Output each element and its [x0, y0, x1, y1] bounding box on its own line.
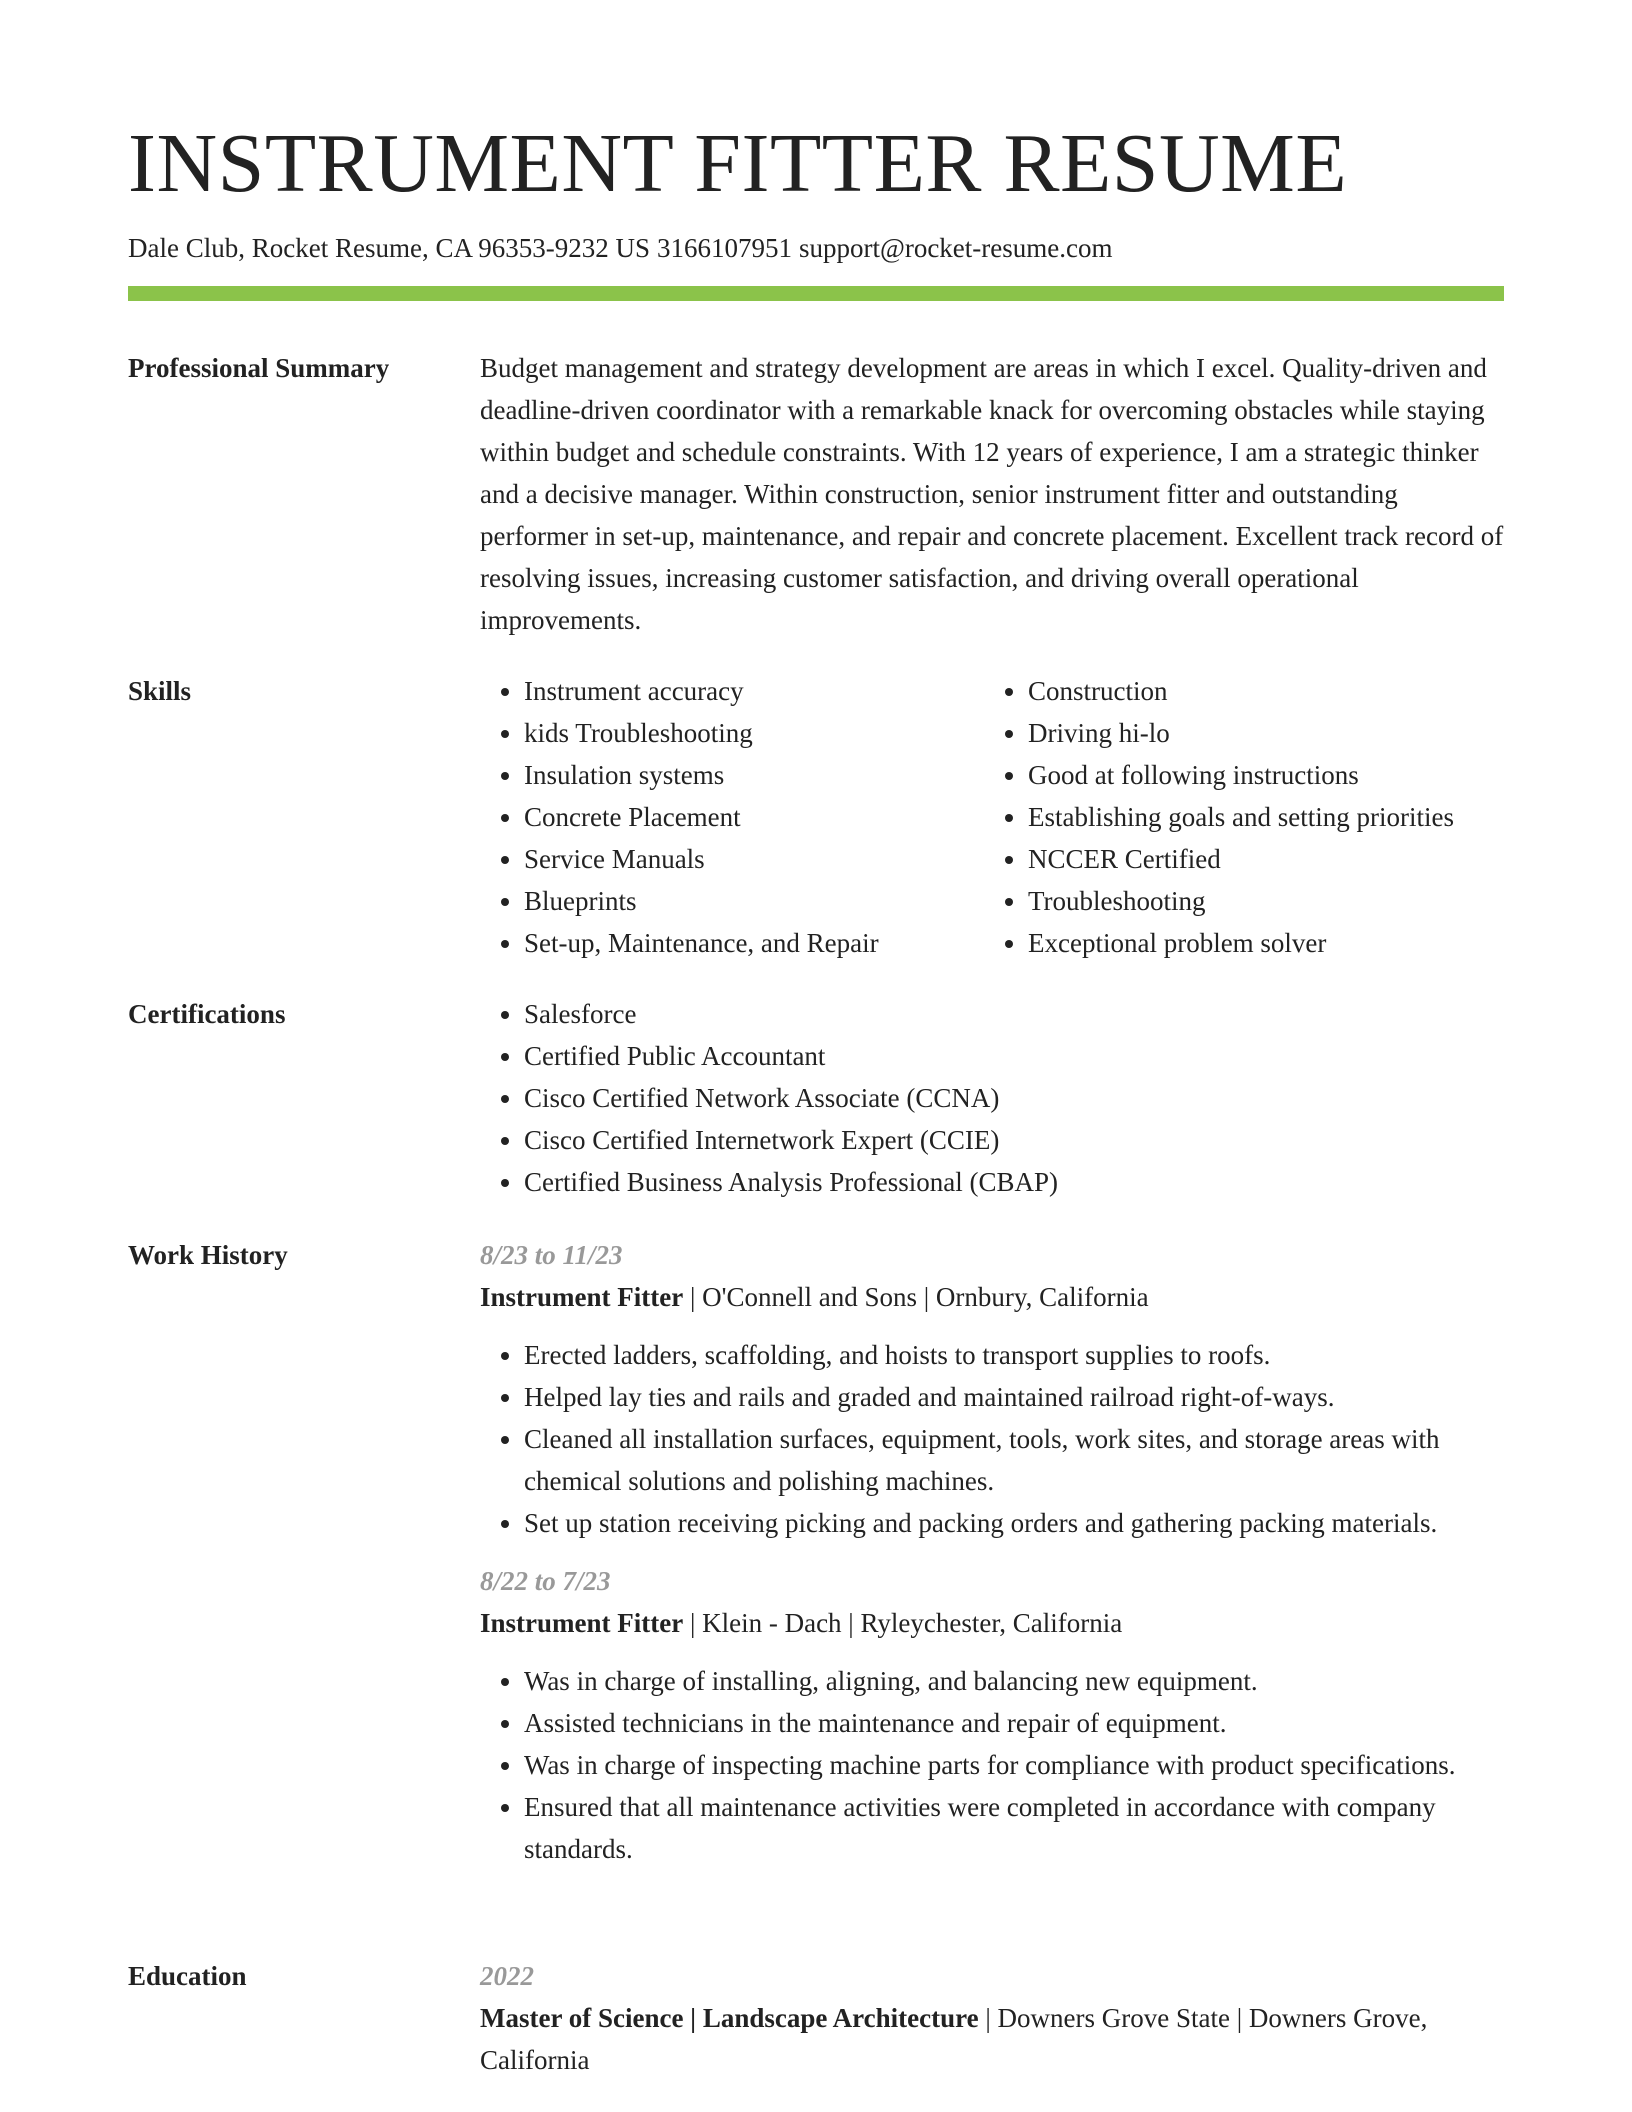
education-year: 2022: [480, 1961, 534, 1991]
work-history-label: Work History: [128, 1240, 288, 1270]
job-bullet: • Ensured that all maintenance activities were completed in accordance with company standards.: [524, 1786, 1504, 1870]
certifications-list: [480, 993, 1504, 1203]
header-divider: [128, 286, 1504, 301]
job-details: | Klein - Dach | Ryleychester, California: [683, 1608, 1123, 1638]
education-body: [480, 1955, 1504, 2081]
certification-item: • Salesforce: [524, 993, 1504, 1035]
skill-item: • Instrument accuracy: [524, 670, 984, 712]
job-bullet: • Erected ladders, scaffolding, and hoists to transport supplies to roofs.: [524, 1334, 1504, 1376]
skill-item: • Set-up, Maintenance, and Repair: [524, 922, 984, 964]
job-entry: [480, 1560, 1504, 1870]
job-heading: [480, 1602, 1504, 1644]
job-bullet: • Was in charge of installing, aligning, and balancing new equipment.: [524, 1660, 1504, 1702]
skill-item: • Blueprints: [524, 880, 984, 922]
certifications-body: [480, 993, 1504, 1203]
skill-item: • Insulation systems: [524, 754, 984, 796]
job-title: Instrument Fitter: [480, 1608, 684, 1638]
work-history-body: [480, 1234, 1504, 1870]
job-title: Instrument Fitter: [480, 1282, 684, 1312]
job-bullet: • Cleaned all installation surfaces, equipment, tools, work sites, and storage areas with chemical solutions and polishing machines.: [524, 1418, 1504, 1502]
skills-label: Skills: [128, 676, 192, 706]
education-degree: Master of Science | Landscape Architecture: [480, 2003, 979, 2033]
skills-body: [480, 670, 1504, 964]
skill-item: • kids Troubleshooting: [524, 712, 984, 754]
certification-item: • Cisco Certified Network Associate (CCNA): [524, 1077, 1504, 1119]
page-title: INSTRUMENT FITTER RESUME: [128, 117, 1348, 210]
skills-list-left: [480, 670, 984, 964]
job-bullets: [480, 1660, 1504, 1870]
contact-phone: 3166107951: [656, 233, 792, 263]
job-bullets: [480, 1334, 1504, 1544]
skill-item: • Exceptional problem solver: [1028, 922, 1488, 964]
job-bullet: • Assisted technicians in the maintenance and repair of equipment.: [524, 1702, 1504, 1744]
summary-text: Budget management and strategy development are areas in which I excel. Quality-driven and deadline-driven coordinator with a remarkable knack for overcoming obstacles while staying within budget and schedule constraints. With 12 years of experience, I am a strategic thinker and a decisive manager. Within construction, senior instrument fitter and outstanding performer in set-up, maintenance, and repair and concrete placement. Excellent track record of resolving issues, increasing customer satisfaction, and driving overall operational improvements.: [480, 353, 1504, 635]
summary-label: Professional Summary: [128, 353, 390, 383]
job-bullet: • Helped lay ties and rails and graded and maintained railroad right-of-ways.: [524, 1376, 1504, 1418]
contact-email: support@rocket-resume.com: [798, 233, 1113, 263]
certifications-label: Certifications: [128, 999, 286, 1029]
job-details: | O'Connell and Sons | Ornbury, California: [683, 1282, 1149, 1312]
job-bullet: • Set up station receiving picking and packing orders and gathering packing materials.: [524, 1502, 1504, 1544]
job-heading: [480, 1276, 1504, 1318]
skill-item: • Troubleshooting: [1028, 880, 1488, 922]
summary-body: [480, 347, 1504, 641]
skill-item: • Driving hi-lo: [1028, 712, 1488, 754]
skill-item: • Establishing goals and setting priorities: [1028, 796, 1488, 838]
job-dates: 8/22 to 7/23: [480, 1566, 611, 1596]
education-details: | Downers Grove State | Downers Grove, California: [480, 2003, 1428, 2075]
skills-list-right: [984, 670, 1488, 964]
job-dates: 8/23 to 11/23: [480, 1240, 623, 1270]
certification-item: • Cisco Certified Internetwork Expert (CCIE): [524, 1119, 1504, 1161]
skill-item: • NCCER Certified: [1028, 838, 1488, 880]
certification-item: • Certified Business Analysis Professional (CBAP): [524, 1161, 1504, 1203]
skill-item: • Service Manuals: [524, 838, 984, 880]
contact-address: Dale Club, Rocket Resume, CA 96353-9232 US: [128, 233, 650, 263]
contact-line: [128, 232, 1113, 264]
skill-item: • Construction: [1028, 670, 1488, 712]
job-entry: [480, 1234, 1504, 1544]
job-bullet: • Was in charge of inspecting machine parts for compliance with product specifications.: [524, 1744, 1504, 1786]
skill-item: • Good at following instructions: [1028, 754, 1488, 796]
education-heading: [480, 1997, 1504, 2081]
skill-item: • Concrete Placement: [524, 796, 984, 838]
education-label: Education: [128, 1961, 247, 1991]
certification-item: • Certified Public Accountant: [524, 1035, 1504, 1077]
